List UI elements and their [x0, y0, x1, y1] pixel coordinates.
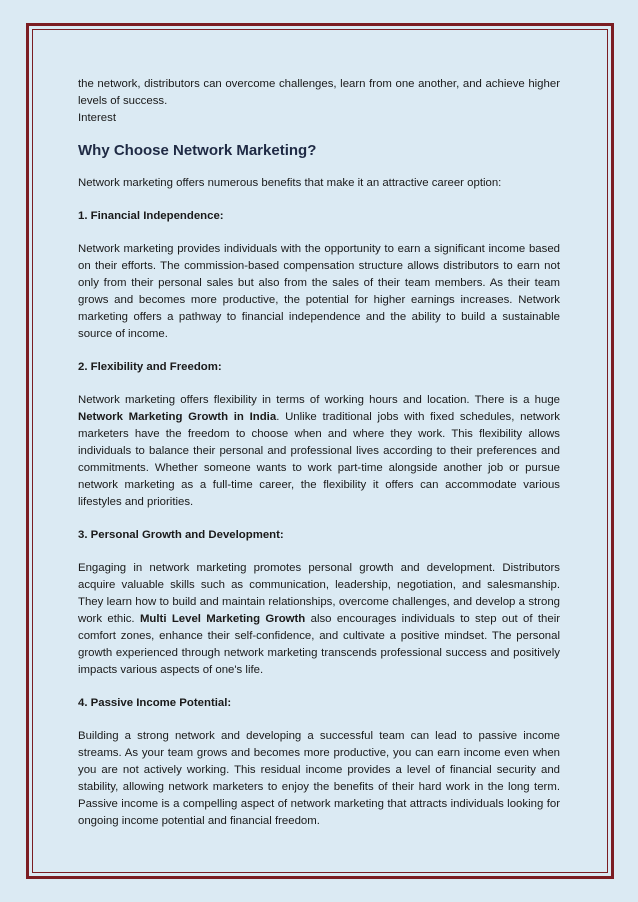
paragraph-personal-growth — [78, 560, 560, 679]
document-body — [78, 76, 560, 830]
intro-paragraph: the network, distributors can overcome challenges, learn from one another, and achieve higher levels of success. — [78, 78, 560, 107]
paragraph-text: . Unlike traditional jobs with fixed schedules, network marketers have the freedom to choose when and where they work. This flexibility allows individuals to balance their personal and professional lives according to their preferences and commitments. Whether someone wants to work part-time alongside another job or pursue network marketing as a full-time career, the flexibility it offers can accommodate various lifestyles and priorities. — [78, 411, 560, 508]
paragraph-flexibility-freedom — [78, 392, 560, 511]
paragraph-text: also encourages individuals to step out of their comfort zones, enhance their self-confidence, and cultivate a positive mindset. The personal growth experienced through network marketing transcends professional success and positively impacts various aspects of one's life. — [78, 613, 561, 676]
subheading-personal-growth: 3. Personal Growth and Development: — [78, 529, 284, 541]
section-heading: Why Choose Network Marketing? — [78, 142, 317, 159]
paragraph-passive-income: Building a strong network and developing a successful team can lead to passive income streams. As your team grows and becomes more productive, you can earn income even when you are not actively working. This residual income provides a level of financial security and stability, allowing network marketers to enjoy the benefits of their hard work in the long term. Passive income is a compelling aspect of network marketing that attracts individuals looking for ongoing income potential and financial freedom. — [78, 730, 560, 827]
interest-label: Interest — [78, 112, 116, 124]
paragraph-financial-independence: Network marketing provides individuals with the opportunity to earn a significant income based on their efforts. The commission-based compensation structure allows distributors to earn not only from their personal sales but also from the sales of their team members. As their team grows and becomes more productive, the potential for higher earnings increases. Network marketing offers a pathway to financial independence and the ability to build a sustainable source of income. — [78, 243, 560, 340]
bold-phrase: Multi Level Marketing Growth — [139, 613, 306, 625]
bold-phrase: Network Marketing Growth in India — [78, 411, 277, 423]
lead-paragraph: Network marketing offers numerous benefits that make it an attractive career option: — [78, 177, 502, 189]
subheading-flexibility-freedom: 2. Flexibility and Freedom: — [78, 361, 222, 373]
paragraph-text: Engaging in network marketing promotes personal growth and development. Distributors acquire valuable skills such as communication, leadership, negotiation, and salesmanship. They learn how to build and maintain relationships, overcome challenges, and develop a strong work ethic. — [78, 562, 560, 625]
paragraph-text: Network marketing offers flexibility in terms of working hours and location. There is a huge — [78, 394, 560, 406]
subheading-financial-independence: 1. Financial Independence: — [78, 210, 224, 222]
subheading-passive-income: 4. Passive Income Potential: — [78, 697, 232, 709]
